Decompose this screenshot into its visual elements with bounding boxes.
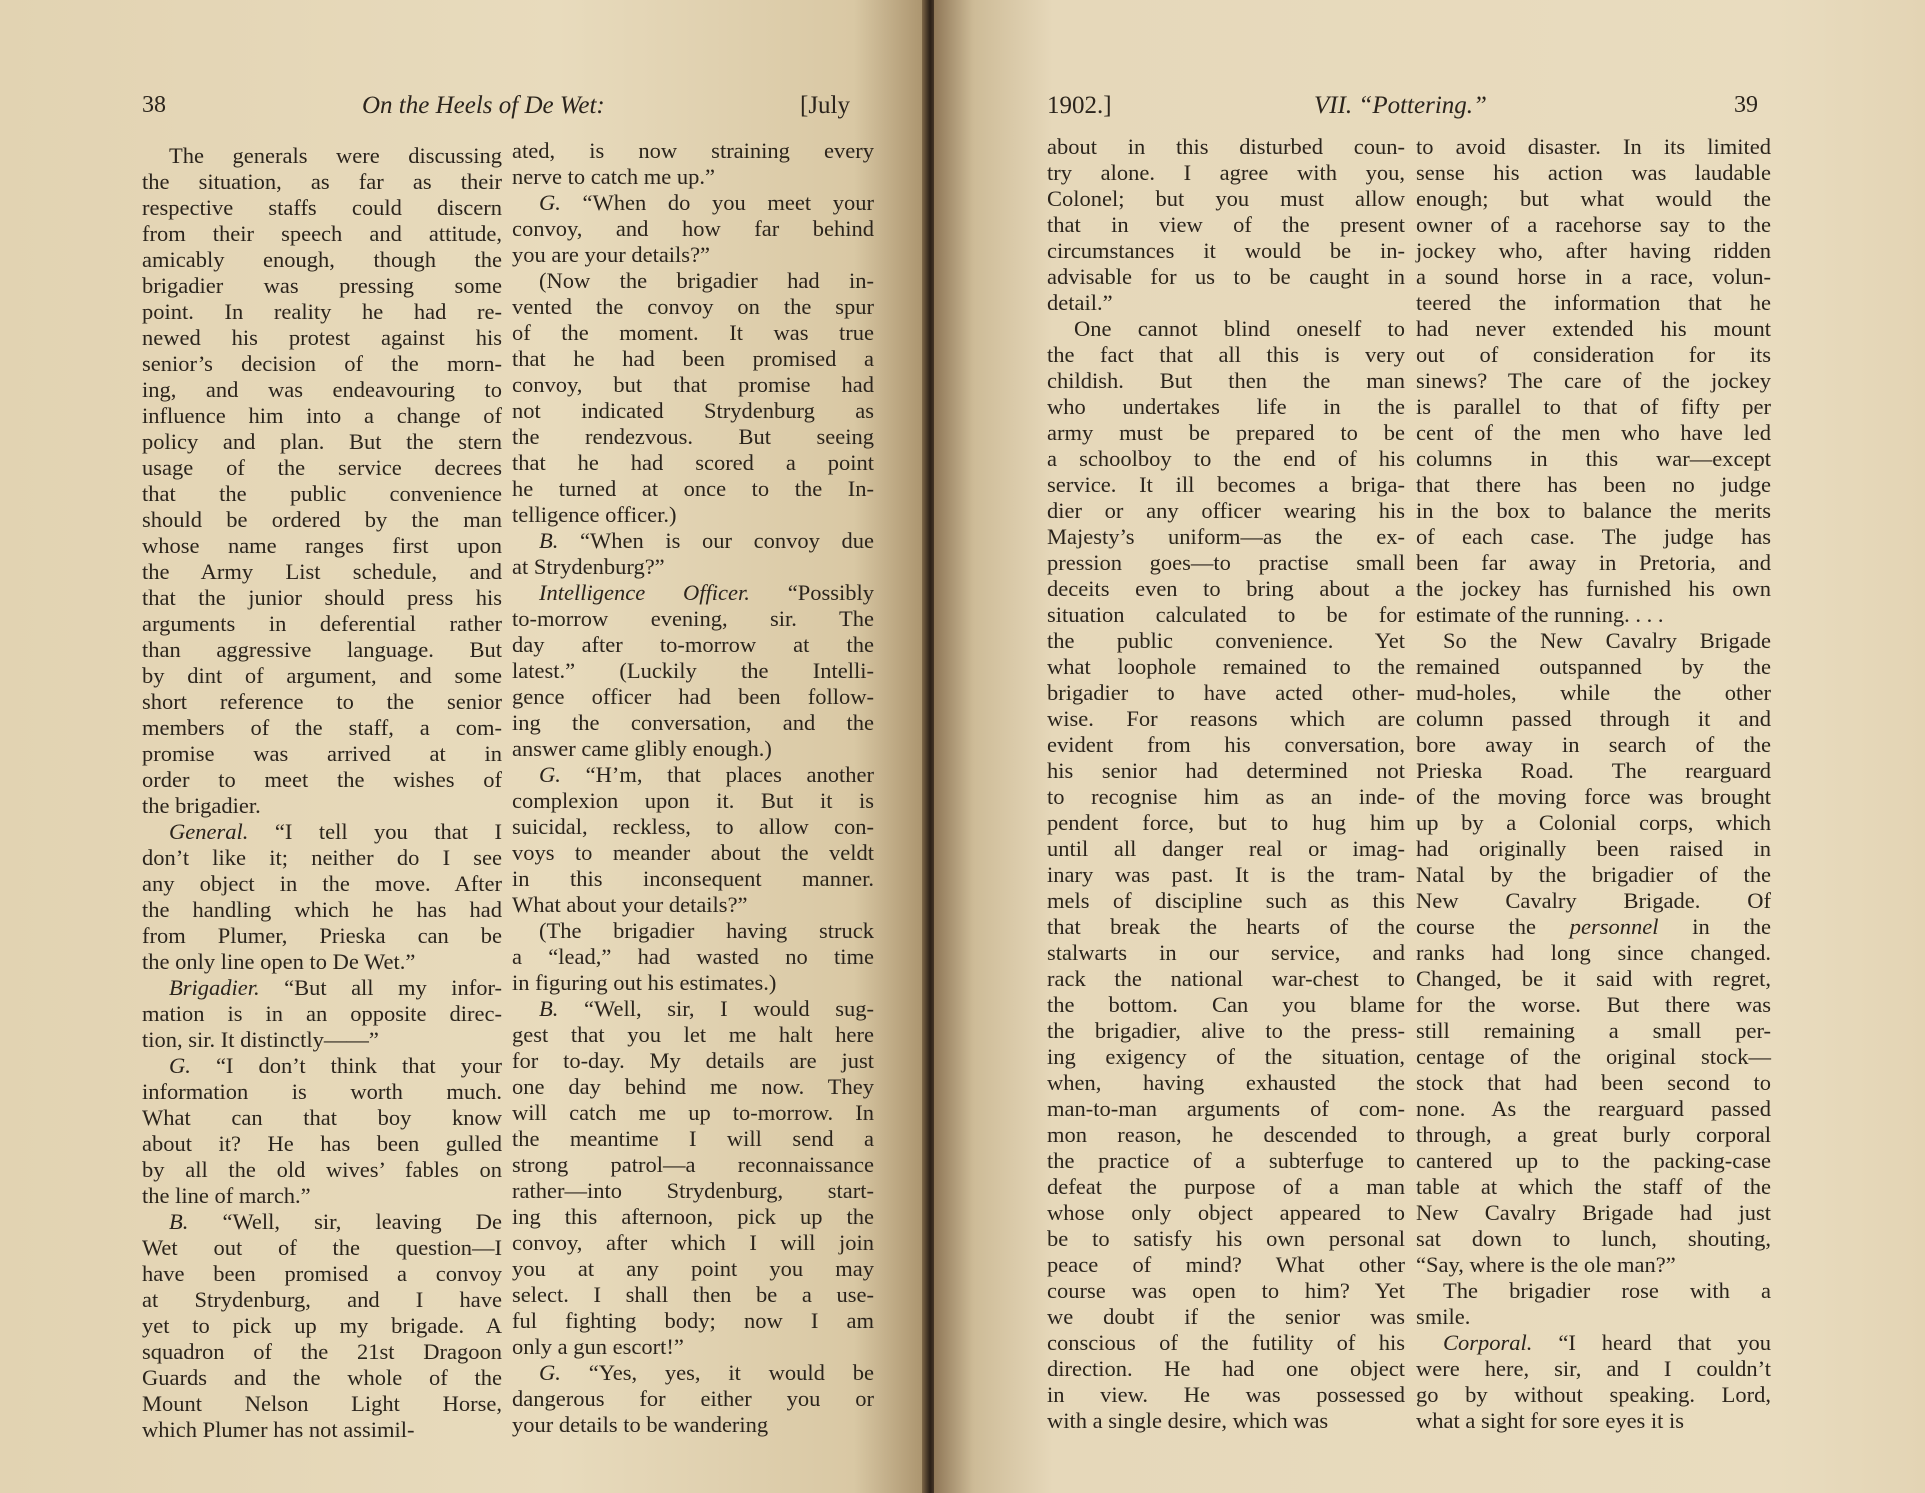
text-line: in the box to balance the merits <box>1416 498 1771 523</box>
text-line: the fact that all this is very <box>1047 342 1405 367</box>
text-line: Wet out of the question—I <box>142 1235 502 1260</box>
text-line: of the moment. It was true <box>512 320 874 345</box>
text-line: that the public convenience <box>142 481 502 506</box>
text-line: conscious of the futility of his <box>1047 1330 1405 1355</box>
text-line: had originally been raised in <box>1416 836 1771 861</box>
text-line: So the New Cavalry Brigade <box>1443 628 1771 653</box>
text-line: G. “When do you meet your <box>539 190 874 215</box>
text-line: the public convenience. Yet <box>1047 628 1405 653</box>
text-line: wise. For reasons which are <box>1047 706 1405 731</box>
text-line: is parallel to that of fifty per <box>1416 394 1771 419</box>
text-line: stalwarts in our service, and <box>1047 940 1405 965</box>
text-line: a sound horse in a race, volun- <box>1416 264 1771 289</box>
text-line: Natal by the brigadier of the <box>1416 862 1771 887</box>
text-line: promise was arrived at in <box>142 741 502 766</box>
text-line: have been promised a convoy <box>142 1261 502 1286</box>
text-line: than aggressive language. But <box>142 637 502 662</box>
text-line: One cannot blind oneself to <box>1074 316 1405 341</box>
text-line: gence officer had been follow- <box>512 684 874 709</box>
text-line: teered the information that he <box>1416 290 1771 315</box>
text-line: be to satisfy his own personal <box>1047 1226 1405 1251</box>
text-line: ing, and was endeavouring to <box>142 377 502 402</box>
text-line: B. “When is our convoy due <box>539 528 874 553</box>
text-line: not indicated Strydenburg as <box>512 398 874 423</box>
text-line: he turned at once to the In- <box>512 476 874 501</box>
text-line: should be ordered by the man <box>142 507 502 532</box>
text-line: were here, sir, and I couldn’t <box>1416 1356 1771 1381</box>
text-line: General. “I tell you that I <box>169 819 503 844</box>
text-line: to avoid disaster. In its limited <box>1416 134 1771 159</box>
text-line: ing this afternoon, pick up the <box>512 1204 874 1229</box>
text-line: smile. <box>1416 1304 1471 1329</box>
text-line: What about your details?” <box>512 892 748 917</box>
text-line: go by without speaking. Lord, <box>1416 1382 1771 1407</box>
text-line: to recognise him as an inde- <box>1047 784 1405 809</box>
text-line: telligence officer.) <box>512 502 677 527</box>
text-line: which Plumer has not assimil- <box>142 1417 415 1442</box>
text-line: the Army List schedule, and <box>142 559 502 584</box>
text-line: nerve to catch me up.” <box>512 164 716 189</box>
text-line: remained outspanned by the <box>1416 654 1771 679</box>
text-line: suicidal, reckless, to allow con- <box>512 814 874 839</box>
text-line: B. “Well, sir, I would sug- <box>539 996 874 1021</box>
text-line: G. “Yes, yes, it would be <box>539 1360 875 1385</box>
text-line: circumstances it would be in- <box>1047 238 1405 263</box>
text-line: detail.” <box>1047 290 1113 315</box>
text-line: answer came glibly enough.) <box>512 736 772 761</box>
text-line: none. As the rearguard passed <box>1416 1096 1771 1121</box>
speaker-label: B. <box>169 1209 189 1234</box>
text-line: G. “I don’t think that your <box>169 1053 502 1078</box>
text-line: for the worse. But there was <box>1416 992 1771 1017</box>
text-line: only a gun escort!” <box>512 1334 684 1359</box>
text-line: you are your details?” <box>512 242 711 267</box>
left-column-1 <box>142 143 502 1443</box>
text-line: What can that boy know <box>142 1105 502 1130</box>
paragraph <box>512 918 874 996</box>
speaker-label: B. <box>539 528 559 553</box>
speaker-label: G. <box>539 190 561 215</box>
right-page <box>934 0 1925 1493</box>
text-line: ful fighting body; now I am <box>512 1308 874 1333</box>
paragraph <box>1416 628 1771 1278</box>
text-line: amicably enough, though the <box>142 247 502 272</box>
speaker-label: G. <box>539 1360 561 1385</box>
text-line: G. “H’m, that places another <box>539 762 875 787</box>
text-line: who undertakes life in the <box>1047 394 1405 419</box>
text-line: owner of a racehorse say to the <box>1416 212 1771 237</box>
text-line: that in view of the present <box>1047 212 1405 237</box>
text-line: that there has been no judge <box>1416 472 1771 497</box>
text-line: the meantime I will send a <box>512 1126 874 1151</box>
text-line: squadron of the 21st Dragoon <box>142 1339 502 1364</box>
text-line: a “lead,” had wasted no time <box>512 944 874 969</box>
text-line: advisable for us to be caught in <box>1047 264 1405 289</box>
text-line: tion, sir. It distinctly——” <box>142 1027 379 1052</box>
text-line: Intelligence Officer. “Possibly <box>539 580 875 605</box>
text-line: vented the convoy on the spur <box>512 294 874 319</box>
text-line: mud-holes, while the other <box>1416 680 1771 705</box>
text-line: sinews? The care of the jockey <box>1416 368 1771 393</box>
text-line: gest that you let me halt here <box>512 1022 874 1047</box>
text-line: Mount Nelson Light Horse, <box>142 1391 502 1416</box>
text-line: the rendezvous. But seeing <box>512 424 874 449</box>
paragraph <box>512 580 874 762</box>
text-line: direction. He had one object <box>1047 1356 1405 1381</box>
text-line: in this inconsequent manner. <box>512 866 874 891</box>
text-line: convoy, and how far behind <box>512 216 874 241</box>
text-line: about in this disturbed coun- <box>1047 134 1405 159</box>
text-line: brigadier was pressing some <box>142 273 502 298</box>
text-line: what a sight for sore eyes it is <box>1416 1408 1685 1433</box>
text-line: from Plumer, Prieska can be <box>142 923 502 948</box>
text-line: latest.” (Luckily the Intelli- <box>512 658 874 683</box>
text-line: inary was past. It is the tram- <box>1047 862 1405 887</box>
text-line: the only line open to De Wet.” <box>142 949 416 974</box>
text-line: been far away in Pretoria, and <box>1416 550 1771 575</box>
text-line: man-to-man arguments of com- <box>1047 1096 1405 1121</box>
text-line: service. It ill becomes a briga- <box>1047 472 1405 497</box>
text-line: out of consideration for its <box>1416 342 1771 367</box>
text-line: in figuring out his estimates.) <box>512 970 777 995</box>
paragraph <box>142 975 502 1053</box>
speaker-label: Intelligence Officer. <box>539 580 750 605</box>
text-line: short reference to the senior <box>142 689 502 714</box>
text-line: for to-day. My details are just <box>512 1048 874 1073</box>
text-line: of the moving force was brought <box>1416 784 1771 809</box>
text-line: ated, is now straining every <box>512 138 874 163</box>
text-line: The brigadier rose with a <box>1443 1278 1771 1303</box>
paragraph <box>1416 1278 1771 1330</box>
text-line: whose only object appeared to <box>1047 1200 1405 1225</box>
text-line: try alone. I agree with you, <box>1047 160 1405 185</box>
text-line: select. I shall then be a use- <box>512 1282 874 1307</box>
text-line: one day behind me now. They <box>512 1074 874 1099</box>
text-line: point. In reality he had re- <box>142 299 502 324</box>
text-line: Guards and the whole of the <box>142 1365 502 1390</box>
text-line: sat down to lunch, shouting, <box>1416 1226 1771 1251</box>
left-running-title: On the Heels of De Wet: <box>362 92 605 119</box>
text-line: at Strydenburg?” <box>512 554 665 579</box>
text-line: convoy, after which I will join <box>512 1230 874 1255</box>
text-line: mation is in an opposite direc- <box>142 1001 502 1026</box>
text-line: bore away in search of the <box>1416 732 1771 757</box>
text-line: enough; but what would the <box>1416 186 1771 211</box>
text-line: stock that had been second to <box>1416 1070 1771 1095</box>
text-line: cantered up to the packing-case <box>1416 1148 1771 1173</box>
speaker-label: G. <box>169 1053 191 1078</box>
text-line: the practice of a subterfuge to <box>1047 1148 1405 1173</box>
text-line: rack the national war-chest to <box>1047 966 1405 991</box>
text-line: brigadier to have acted other- <box>1047 680 1405 705</box>
text-line: the jockey has furnished his own <box>1416 576 1771 601</box>
speaker-label: Corporal. <box>1443 1330 1533 1355</box>
text-line: New Cavalry Brigade had just <box>1416 1200 1771 1225</box>
text-line: jockey who, after having ridden <box>1416 238 1771 263</box>
text-line: deceits even to bring about a <box>1047 576 1405 601</box>
text-line: by dint of argument, and some <box>142 663 502 688</box>
text-line: army must be prepared to be <box>1047 420 1405 445</box>
text-line: from their speech and attitude, <box>142 221 502 246</box>
text-line: that break the hearts of the <box>1047 914 1405 939</box>
text-line: B. “Well, sir, leaving De <box>169 1209 502 1234</box>
text-line: when, having exhausted the <box>1047 1070 1405 1095</box>
paragraph <box>512 528 874 580</box>
left-running-date: [July <box>800 92 850 119</box>
text-line: the brigadier. <box>142 793 261 818</box>
text-line: information is worth much. <box>142 1079 502 1104</box>
text-line: had never extended his mount <box>1416 316 1771 341</box>
text-line: whose name ranges first upon <box>142 533 502 558</box>
text-line: in view. He was possessed <box>1047 1382 1405 1407</box>
paragraph <box>512 190 874 268</box>
text-line: convoy, but that promise had <box>512 372 874 397</box>
text-line: peace of mind? What other <box>1047 1252 1405 1277</box>
text-line: ing the conversation, and the <box>512 710 874 735</box>
text-line: don’t like it; neither do I see <box>142 845 502 870</box>
paragraph <box>142 143 502 819</box>
text-line: situation calculated to be for <box>1047 602 1405 627</box>
text-line: that the junior should press his <box>142 585 502 610</box>
text-line: a schoolboy to the end of his <box>1047 446 1405 471</box>
speaker-label: B. <box>539 996 559 1021</box>
text-line: the handling which he has had <box>142 897 502 922</box>
text-line: still remaining a small per- <box>1416 1018 1771 1043</box>
text-line: dier or any officer wearing his <box>1047 498 1405 523</box>
text-line: pression goes—to practise small <box>1047 550 1405 575</box>
text-line: the line of march.” <box>142 1183 311 1208</box>
text-line: centage of the original stock— <box>1416 1044 1771 1069</box>
text-line: newed his protest against his <box>142 325 502 350</box>
paragraph <box>142 1209 502 1443</box>
left-page <box>0 0 928 1493</box>
text-line: your details to be wandering <box>512 1412 769 1437</box>
text-line: through, a great burly corporal <box>1416 1122 1771 1147</box>
text-line: at Strydenburg, and I have <box>142 1287 502 1312</box>
paragraph <box>1416 134 1771 628</box>
text-line: pendent force, but to hug him <box>1047 810 1405 835</box>
right-page-number: 39 <box>1734 92 1758 118</box>
text-line: will catch me up to-morrow. In <box>512 1100 874 1125</box>
paragraph <box>142 1053 502 1209</box>
text-line: yet to pick up my brigade. A <box>142 1313 502 1338</box>
text-line: the brigadier, alive to the press- <box>1047 1018 1405 1043</box>
text-line: (The brigadier having struck <box>539 918 874 943</box>
text-line: Majesty’s uniform—as the ex- <box>1047 524 1405 549</box>
paragraph <box>1047 316 1405 1434</box>
text-line: Prieska Road. The rearguard <box>1416 758 1771 783</box>
text-line: Colonel; but you must allow <box>1047 186 1405 211</box>
text-line: of each case. The judge has <box>1416 524 1771 549</box>
paragraph <box>512 996 874 1360</box>
text-line: to-morrow evening, sir. The <box>512 606 874 631</box>
right-running-date: 1902.] <box>1047 92 1112 119</box>
speaker-label: Brigadier. <box>169 975 260 1000</box>
text-line: “Say, where is the ole man?” <box>1416 1252 1676 1277</box>
text-line: voys to meander about the veldt <box>512 840 874 865</box>
text-line: defeat the purpose of a man <box>1047 1174 1405 1199</box>
text-line: the situation, as far as their <box>142 169 502 194</box>
text-line: dangerous for either you or <box>512 1386 874 1411</box>
text-line: you at any point you may <box>512 1256 874 1281</box>
text-line: up by a Colonial corps, which <box>1416 810 1771 835</box>
left-page-number: 38 <box>142 92 166 118</box>
right-running-title: VII. “Pottering.” <box>1314 92 1487 119</box>
text-line: column passed through it and <box>1416 706 1771 731</box>
text-line: policy and plan. But the stern <box>142 429 502 454</box>
text-line: complexion upon it. But it is <box>512 788 874 813</box>
text-line: respective staffs could discern <box>142 195 502 220</box>
right-column-2 <box>1416 134 1771 1434</box>
left-column-2 <box>512 138 874 1438</box>
text-line: the bottom. Can you blame <box>1047 992 1405 1017</box>
text-line: table at which the staff of the <box>1416 1174 1771 1199</box>
text-line: evident from his conversation, <box>1047 732 1405 757</box>
text-line: course was open to him? Yet <box>1047 1278 1405 1303</box>
text-line: mels of discipline such as this <box>1047 888 1405 913</box>
paragraph <box>142 819 502 975</box>
text-line: by all the old wives’ fables on <box>142 1157 502 1182</box>
text-line: Changed, be it said with regret, <box>1416 966 1771 991</box>
paragraph <box>1047 134 1405 316</box>
text-line: (Now the brigadier had in- <box>539 268 874 293</box>
text-line: sense his action was laudable <box>1416 160 1771 185</box>
text-line: that he had scored a point <box>512 450 874 475</box>
text-line: arguments in deferential rather <box>142 611 502 636</box>
speaker-label: G. <box>539 762 561 787</box>
text-line: we doubt if the senior was <box>1047 1304 1405 1329</box>
text-line: childish. But then the man <box>1047 368 1405 393</box>
text-line: usage of the service decrees <box>142 455 502 480</box>
text-line: ing exigency of the situation, <box>1047 1044 1405 1069</box>
text-line: ranks had long since changed. <box>1416 940 1771 965</box>
text-line: that he had been promised a <box>512 346 874 371</box>
text-line: day after to-morrow at the <box>512 632 874 657</box>
text-line: The generals were discussing <box>169 143 502 168</box>
text-line: about it? He has been gulled <box>142 1131 502 1156</box>
paragraph <box>512 762 874 918</box>
text-line: cent of the men who have led <box>1416 420 1771 445</box>
text-line: what loophole remained to the <box>1047 654 1405 679</box>
text-line: senior’s decision of the morn- <box>142 351 502 376</box>
text-line: course the personnel in the <box>1416 914 1771 939</box>
text-line: rather—into Strydenburg, start- <box>512 1178 874 1203</box>
text-line: columns in this war—except <box>1416 446 1771 471</box>
text-line: strong patrol—a reconnaissance <box>512 1152 874 1177</box>
text-line: estimate of the running. . . . <box>1416 602 1664 627</box>
text-line: New Cavalry Brigade. Of <box>1416 888 1771 913</box>
text-line: Corporal. “I heard that you <box>1443 1330 1772 1355</box>
text-line: his senior had determined not <box>1047 758 1405 783</box>
paragraph <box>512 1360 874 1438</box>
paragraph <box>512 138 874 190</box>
text-line: mon reason, he descended to <box>1047 1122 1405 1147</box>
text-line: members of the staff, a com- <box>142 715 502 740</box>
text-line: with a single desire, which was <box>1047 1408 1329 1433</box>
paragraph <box>1416 1330 1771 1434</box>
paragraph <box>512 268 874 528</box>
text-line: any object in the move. After <box>142 871 502 896</box>
text-line: order to meet the wishes of <box>142 767 502 792</box>
text-line: influence him into a change of <box>142 403 502 428</box>
text-line: until all danger real or imag- <box>1047 836 1405 861</box>
right-column-1 <box>1047 134 1405 1434</box>
speaker-label: General. <box>169 819 249 844</box>
text-line: Brigadier. “But all my infor- <box>169 975 503 1000</box>
